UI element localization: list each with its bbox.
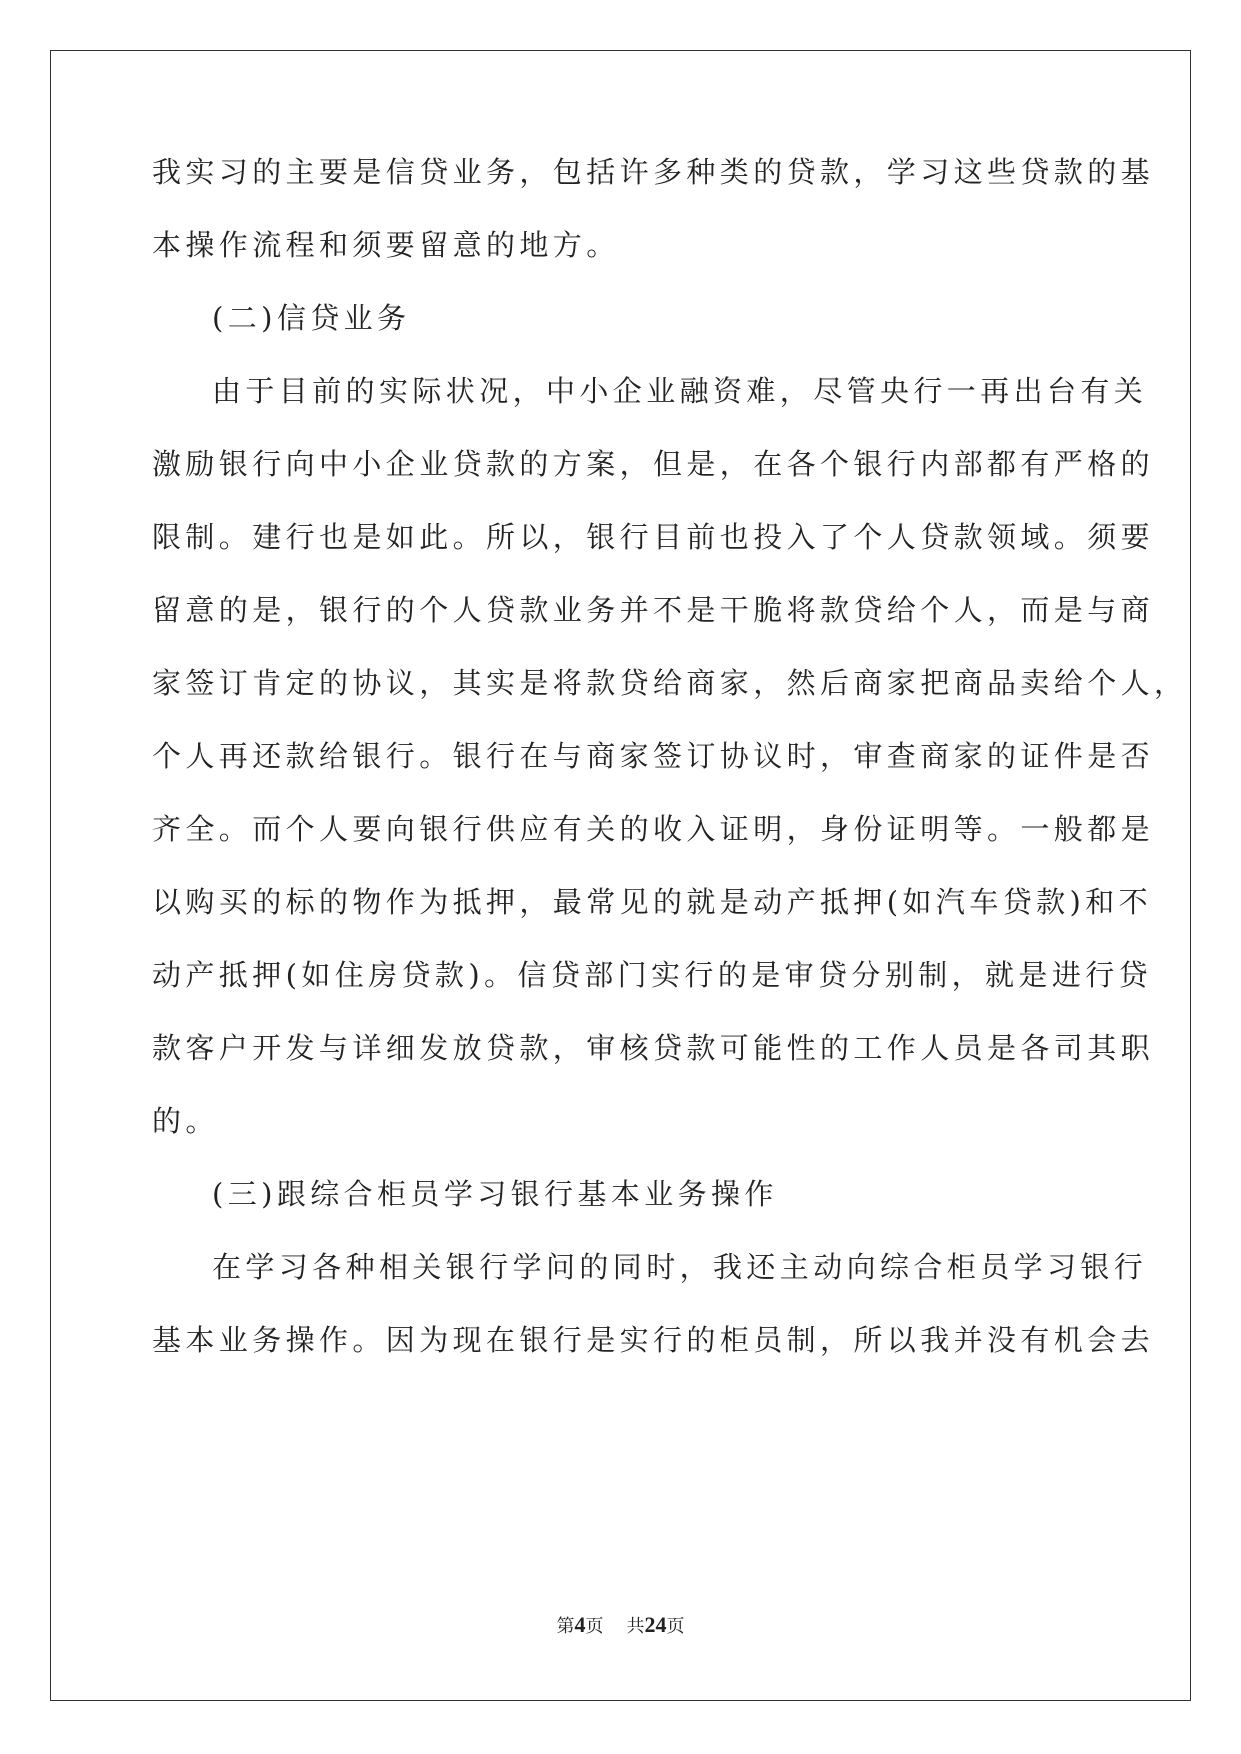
text-line-4: 由于目前的实际状况，中小企业融资难，尽管央行一再出台有关: [212, 374, 1148, 408]
page-footer: [0, 1612, 1241, 1638]
section-heading-teller: (三)跟综合柜员学习银行基本业务操作: [212, 1177, 778, 1211]
text-line-13: 款客户开发与详细发放贷款，审核贷款可能性的工作人员是各司其职: [152, 1031, 1155, 1065]
footer-total-pages: 24: [644, 1612, 667, 1637]
text-line-6: 限制。建行也是如此。所以，银行目前也投入了个人贷款领域。须要: [152, 520, 1155, 554]
text-line-14: 的。: [152, 1104, 219, 1138]
section-heading-credit: (二)信贷业务: [212, 301, 411, 335]
text-line-8: 家签订肯定的协议，其实是将款贷给商家，然后商家把商品卖给个人，: [152, 666, 1188, 700]
text-line-7: 留意的是，银行的个人贷款业务并不是干脆将款贷给个人，而是与商: [152, 593, 1155, 627]
footer-total-suffix: 页: [666, 1616, 685, 1637]
text-line-9: 个人再还款给银行。银行在与商家签订协议时，审查商家的证件是否: [152, 739, 1155, 773]
text-line-12: 动产抵押(如住房贷款)。信贷部门实行的是审贷分别制，就是进行贷: [152, 958, 1153, 992]
text-line-11: 以购买的标的物作为抵押，最常见的就是动产抵押(如汽车贷款)和不: [152, 885, 1153, 919]
text-line-10: 齐全。而个人要向银行供应有关的收入证明，身份证明等。一般都是: [152, 812, 1155, 846]
footer-page-word: 页: [585, 1616, 604, 1637]
footer-prefix: 第: [556, 1616, 575, 1637]
text-line-5: 激励银行向中小企业贷款的方案，但是，在各个银行内部都有严格的: [152, 447, 1155, 481]
text-line-16: 在学习各种相关银行学问的同时，我还主动向综合柜员学习银行: [212, 1250, 1148, 1284]
footer-total-prefix: 共: [626, 1616, 645, 1637]
text-line-17: 基本业务操作。因为现在银行是实行的柜员制，所以我并没有机会去: [152, 1323, 1155, 1357]
text-line-2: 本操作流程和须要留意的地方。: [152, 228, 620, 262]
footer-current-page: 4: [574, 1612, 586, 1637]
text-line-1: 我实习的主要是信贷业务，包括许多种类的贷款，学习这些贷款的基: [152, 155, 1155, 189]
